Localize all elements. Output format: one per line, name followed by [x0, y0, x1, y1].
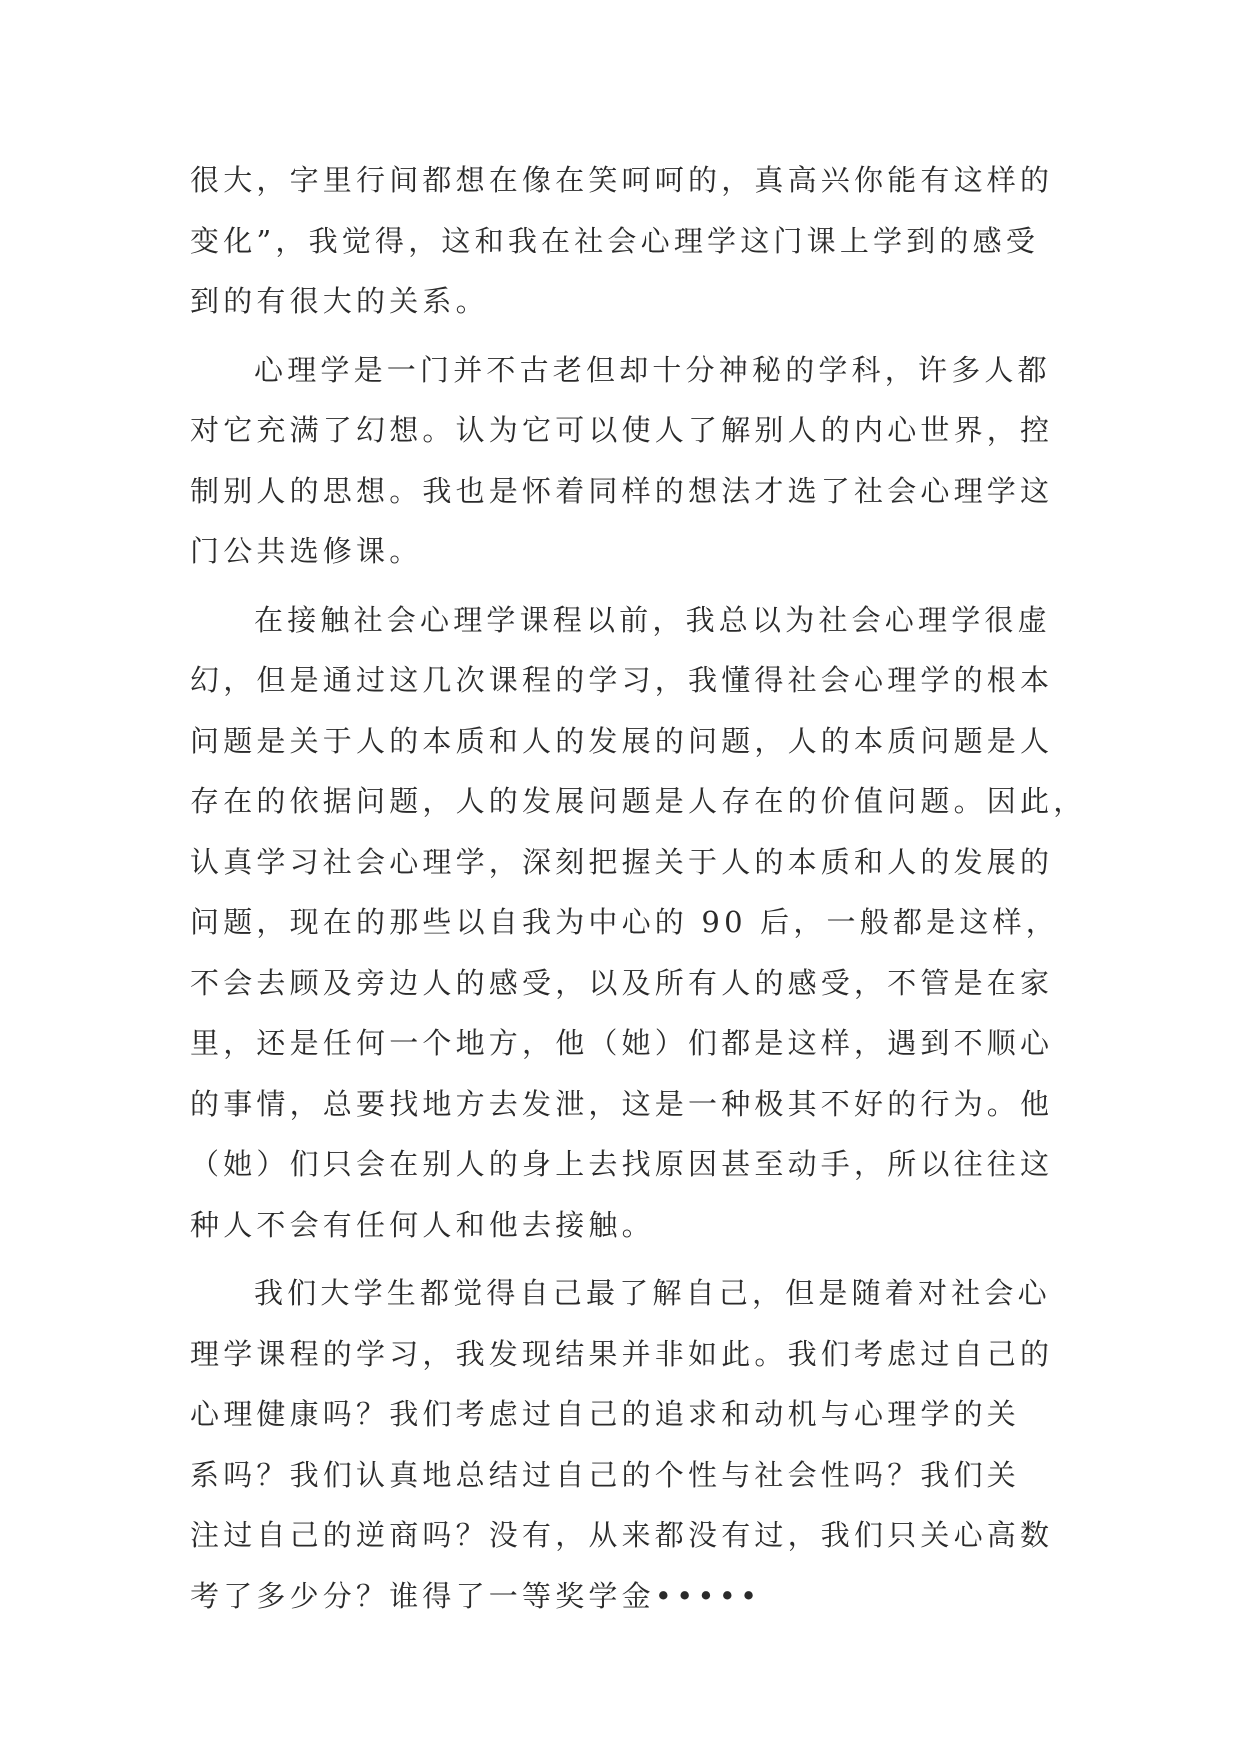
text-line: 存在的依据问题，人的发展问题是人存在的价值问题。因此，	[190, 784, 1087, 818]
text-line: 里，还是任何一个地方，他（她）们都是这样，遇到不顺心	[190, 1026, 1054, 1060]
text-line: 我们大学生都觉得自己最了解自己，但是随着对社会心	[254, 1276, 1051, 1310]
paragraph-intro	[190, 340, 1054, 582]
document-body	[190, 150, 1087, 1626]
text-line: 幻，但是通过这几次课程的学习，我懂得社会心理学的根本	[190, 663, 1054, 697]
text-line: 考了多少分？谁得了一等奖学金•••••	[190, 1578, 762, 1613]
text-line: 心理健康吗？我们考虑过自己的追求和动机与心理学的关	[190, 1397, 1021, 1431]
text-line: 问题是关于人的本质和人的发展的问题，人的本质问题是人	[190, 723, 1054, 758]
text-line: 变化”，我觉得，这和我在社会心理学这门课上学到的感受	[190, 223, 1040, 258]
text-line: 对它充满了幻想。认为它可以使人了解别人的内心世界，控	[190, 413, 1054, 447]
text-line: 注过自己的逆商吗？没有，从来都没有过，我们只关心高数	[190, 1518, 1054, 1552]
paragraph-continuation	[190, 150, 1054, 332]
text-line: 门公共选修课。	[190, 534, 423, 568]
text-line: 认真学习社会心理学，深刻把握关于人的本质和人的发展的	[190, 844, 1054, 879]
text-line: 理学课程的学习，我发现结果并非如此。我们考虑过自己的	[190, 1336, 1054, 1371]
text-line: 不会去顾及旁边人的感受，以及所有人的感受，不管是在家	[190, 965, 1054, 1000]
text-line: 的事情，总要找地方去发泄，这是一种极其不好的行为。他	[190, 1086, 1054, 1121]
text-line: 很大，字里行间都想在像在笑呵呵的，真高兴你能有这样的	[190, 163, 1054, 197]
text-line: 在接触社会心理学课程以前，我总以为社会心理学很虚	[254, 602, 1051, 637]
text-line: 系吗？我们认真地总结过自己的个性与社会性吗？我们关	[190, 1457, 1021, 1492]
paragraph-before-course	[190, 590, 1087, 1256]
text-line: 问题，现在的那些以自我为中心的 90 后，一般都是这样，	[190, 905, 1059, 939]
text-line: 制别人的思想。我也是怀着同样的想法才选了社会心理学这	[190, 473, 1054, 508]
text-line: （她）们只会在别人的身上去找原因甚至动手，所以往往这	[190, 1147, 1054, 1181]
text-line: 种人不会有任何人和他去接触。	[190, 1207, 655, 1242]
paragraph-students	[190, 1263, 1054, 1626]
text-line: 到的有很大的关系。	[190, 284, 489, 318]
text-line: 心理学是一门并不古老但却十分神秘的学科，许多人都	[254, 352, 1051, 387]
